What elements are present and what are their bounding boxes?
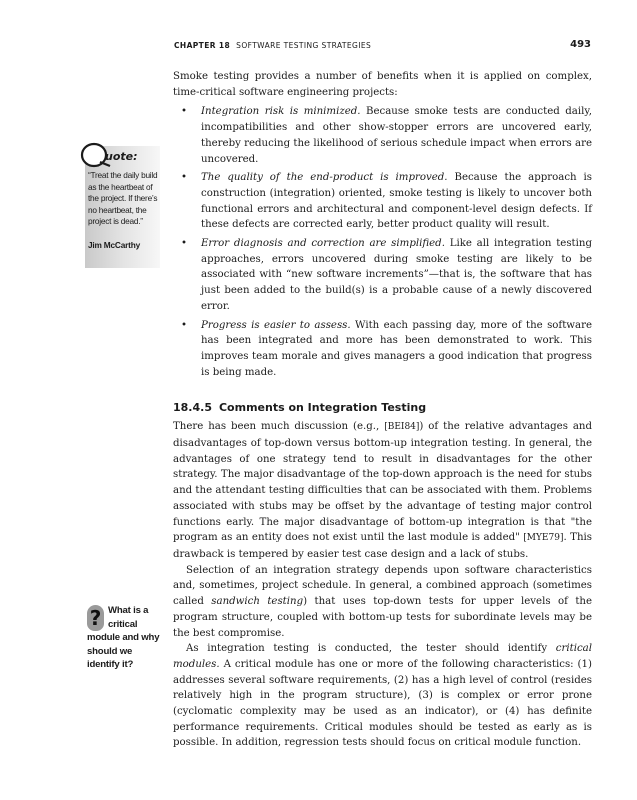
chapter-label: CHAPTER 18: [174, 41, 231, 50]
intro-paragraph: Smoke testing provides a number of benefits when it is applied on complex, time-critical software engineering projects:: [173, 71, 592, 98]
bullet-icon: •: [181, 238, 188, 250]
citation-link[interactable]: [BEI84]: [384, 422, 420, 433]
quote-text: “Treat the daily build as the heartbeat of the project. If there’s no heartbeat, the project is dead.”: [88, 170, 158, 227]
section-heading: [173, 400, 592, 416]
margin-question-text: What is a critical module and why should we identify it?: [87, 605, 160, 670]
text-run: As integration testing is conducted, the tester should identify: [186, 643, 556, 655]
margin-question: [87, 604, 167, 672]
text-run: There has been much discussion (e.g.,: [173, 421, 385, 433]
page-number: 493: [570, 39, 591, 50]
question-icon: ?: [87, 605, 104, 631]
list-item: [181, 104, 593, 167]
running-header: [174, 41, 591, 55]
text-run: . This drawback is tempered by easier test case design and a lack of stubs.: [173, 532, 592, 560]
text-run: ) that uses top-down tests for upper levels of the program structure, coupled with bottom-up tests for subordinate levels may be the best compromise.: [173, 596, 592, 639]
benefit-lead: Integration risk is minimized.: [201, 106, 361, 118]
citation-link[interactable]: [MYE79]: [523, 533, 564, 544]
benefit-lead: The quality of the end-product is improved.: [201, 172, 448, 184]
bullet-icon: •: [181, 106, 188, 118]
paragraph-advantages: [173, 419, 592, 562]
text-run: Selection of an integration strategy depends upon software characteristics and, sometimes, project schedule. In general, a combined approach (sometimes called: [173, 564, 592, 608]
text-run: A critical module has one or more of the following characteristics: (1) addresses several software requirements, (2) has a high level of control (resides relatively high in the program structure), (3) is complex or error prone (cyclomatic complexity may be used as an indicator), or (4) has definite performance requirements. Critical modules should be tested as early as is possible. In addition, regression tests should focus on critical module function.: [173, 658, 592, 749]
benefit-text: Like all integration testing approaches, errors uncovered during smoke testing are likely to be associated with “new software increments”—that is, the software that has just been added to the build(s) is a probable cause of a newly discovered error.: [201, 238, 592, 312]
benefit-text: With each passing day, more of the software has been integrated and more has been demonstrated to work. This improves team morale and gives managers a good indication that progress is being made.: [201, 319, 592, 378]
quote-author: Jim McCarthy: [88, 240, 141, 250]
sandwich-testing-term: sandwich testing: [211, 596, 304, 608]
paragraph-selection: [173, 563, 592, 642]
paragraph-critical-modules: [173, 641, 592, 751]
critical-modules-term: critical modules.: [173, 643, 592, 670]
quote-sidebar: [85, 146, 160, 268]
body-text: [173, 69, 592, 751]
bullet-icon: •: [181, 172, 188, 184]
bullet-icon: •: [181, 319, 188, 331]
benefits-list: [173, 104, 592, 380]
benefit-lead: Progress is easier to assess.: [201, 319, 351, 331]
chapter-title: SOFTWARE TESTING STRATEGIES: [236, 41, 372, 50]
benefit-text: Because the approach is construction (integration) oriented, smoke testing is likely to uncover both functional errors and architectural and component-level design defects. If these defects are corrected early, better product quality will result.: [201, 172, 593, 231]
benefit-text: Because smoke tests are conducted daily, incompatibilities and other show-stopper errors are uncovered early, thereby reducing the likelihood of serious schedule impact when errors are uncovered.: [201, 106, 593, 165]
section-title: Comments on Integration Testing: [218, 401, 427, 415]
text-run: ) of the relative advantages and disadvantages of top-down versus bottom-up integration testing. In general, the advantages of one strategy tend to result in disadvantages for the other strategy. The major disadvantage of the top-down approach is the need for stubs and the attendant testing difficulties that can be associated with them. Problems associated with stubs may be offset by the advantage of testing major control functions early. The major disadvantage of bottom-up integration is that "the program as an entity does not exist until the last module is added": [173, 421, 592, 544]
list-item: [181, 236, 592, 315]
list-item: [181, 318, 592, 381]
quote-label: uote:: [105, 150, 138, 163]
list-item: [181, 170, 593, 233]
benefit-lead: Error diagnosis and correction are simplified.: [201, 238, 445, 250]
section-number: 18.4.5: [173, 401, 212, 415]
